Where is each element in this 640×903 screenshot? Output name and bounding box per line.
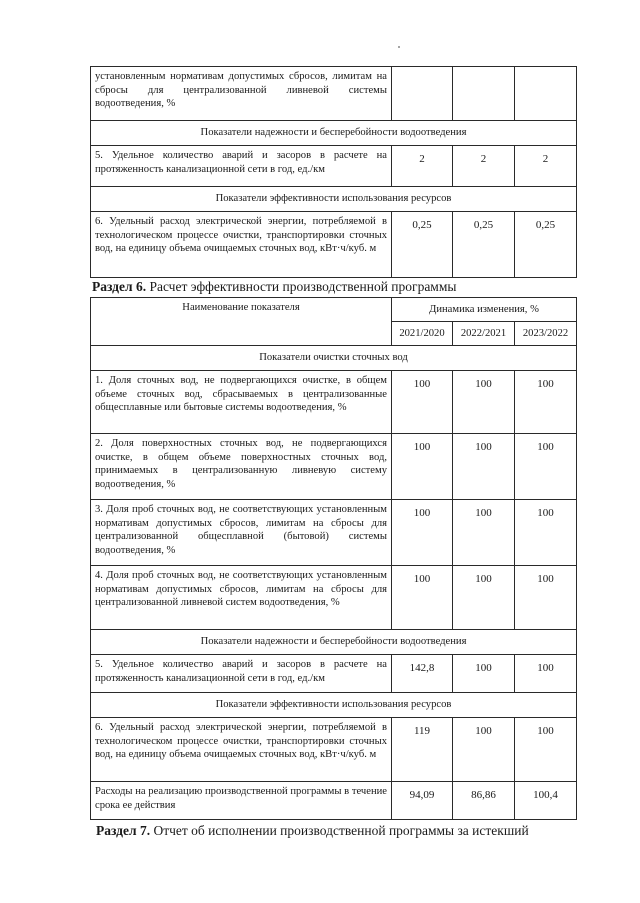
value-cell: 100 bbox=[453, 718, 515, 782]
header-indicator-name: Наименование показателя bbox=[91, 298, 392, 346]
section-row bbox=[91, 346, 577, 371]
table-row bbox=[91, 655, 577, 693]
section-row bbox=[91, 187, 577, 212]
table-row bbox=[91, 67, 577, 121]
table-row bbox=[91, 146, 577, 187]
value-cell bbox=[453, 67, 515, 121]
value-cell: 100 bbox=[453, 371, 515, 434]
table-row bbox=[91, 500, 577, 566]
section-title: Показатели надежности и бесперебойности водоотведения bbox=[91, 121, 577, 146]
section-title: Показатели очистки сточных вод bbox=[91, 346, 577, 371]
section-7-label: Раздел 7. bbox=[96, 823, 151, 838]
value-cell: 100 bbox=[392, 434, 453, 500]
table-row bbox=[91, 434, 577, 500]
value-cell: 100 bbox=[515, 655, 577, 693]
table-row bbox=[91, 718, 577, 782]
header-year: 2023/2022 bbox=[515, 322, 577, 346]
value-cell: 100 bbox=[515, 434, 577, 500]
value-cell: 100 bbox=[453, 566, 515, 630]
header-row bbox=[91, 298, 577, 322]
value-cell: 100 bbox=[453, 655, 515, 693]
section-7-title: Отчет об исполнении производственной программы за истекший bbox=[150, 823, 529, 838]
header-year: 2021/2020 bbox=[392, 322, 453, 346]
value-cell: 100 bbox=[453, 500, 515, 566]
value-cell: 2 bbox=[392, 146, 453, 187]
row-description: 2. Доля поверхностных сточных вод, не подвергающихся очистке, в общем объеме поверхностных сточных вод, принимаемых в централизованную ливневую систему водоотведения, % bbox=[91, 434, 392, 500]
indicators-table-continued bbox=[90, 66, 577, 278]
efficiency-table bbox=[90, 297, 577, 820]
row-description: 4. Доля проб сточных вод, не соответствующих установленным нормативам допустимых сбросов, лимитам на сбросы для централизованной ливневой систем водоотведения, % bbox=[91, 566, 392, 630]
value-cell: 100 bbox=[392, 566, 453, 630]
section-7-heading bbox=[96, 823, 529, 839]
section-title: Показатели надежности и бесперебойности водоотведения bbox=[91, 630, 577, 655]
value-cell: 100 bbox=[453, 434, 515, 500]
value-cell: 100 bbox=[392, 371, 453, 434]
row-description: установленным нормативам допустимых сбросов, лимитам на сбросы для централизованной ливневой системы водоотведения, % bbox=[91, 67, 392, 121]
value-cell: 0,25 bbox=[515, 212, 577, 278]
section-6-label: Раздел 6. bbox=[92, 279, 147, 294]
value-cell: 86,86 bbox=[453, 782, 515, 820]
value-cell: 119 bbox=[392, 718, 453, 782]
section-6-heading bbox=[92, 279, 456, 295]
table-row bbox=[91, 371, 577, 434]
row-description: 1. Доля сточных вод, не подвергающихся очистке, в общем объеме сточных вод, сбрасываемых в централизованные общесплавные или бытовые системы водоотведения, % bbox=[91, 371, 392, 434]
row-description: Расходы на реализацию производственной программы в течение срока ее действия bbox=[91, 782, 392, 820]
section-row bbox=[91, 693, 577, 718]
value-cell: 2 bbox=[453, 146, 515, 187]
scan-speck bbox=[398, 46, 400, 48]
value-cell: 100 bbox=[515, 371, 577, 434]
value-cell: 0,25 bbox=[453, 212, 515, 278]
value-cell: 100 bbox=[392, 500, 453, 566]
section-6-title: Расчет эффективности производственной программы bbox=[146, 279, 457, 294]
row-description: 6. Удельный расход электрической энергии, потребляемой в технологическом процессе очистки, транспортировки сточных вод, на единицу объема очищаемых сточных вод, кВт·ч/куб. м bbox=[91, 212, 392, 278]
value-cell: 100 bbox=[515, 500, 577, 566]
value-cell: 0,25 bbox=[392, 212, 453, 278]
row-description: 5. Удельное количество аварий и засоров в расчете на протяженность канализационной сети в год, ед./км bbox=[91, 655, 392, 693]
section-row bbox=[91, 630, 577, 655]
row-description: 5. Удельное количество аварий и засоров в расчете на протяженность канализационной сети в год, ед./км bbox=[91, 146, 392, 187]
value-cell: 142,8 bbox=[392, 655, 453, 693]
section-title: Показатели эффективности использования ресурсов bbox=[91, 693, 577, 718]
value-cell bbox=[392, 67, 453, 121]
table-row bbox=[91, 782, 577, 820]
value-cell: 2 bbox=[515, 146, 577, 187]
table-row bbox=[91, 212, 577, 278]
value-cell bbox=[515, 67, 577, 121]
table-row bbox=[91, 566, 577, 630]
header-year: 2022/2021 bbox=[453, 322, 515, 346]
value-cell: 100 bbox=[515, 566, 577, 630]
value-cell: 100,4 bbox=[515, 782, 577, 820]
row-description: 6. Удельный расход электрической энергии, потребляемой в технологическом процессе очистки, транспортировки сточных вод, на единицу объема очищаемых сточных вод, кВт·ч/куб. м bbox=[91, 718, 392, 782]
value-cell: 100 bbox=[515, 718, 577, 782]
section-row bbox=[91, 121, 577, 146]
section-title: Показатели эффективности использования ресурсов bbox=[91, 187, 577, 212]
header-dynamics: Динамика изменения, % bbox=[392, 298, 577, 322]
row-description: 3. Доля проб сточных вод, не соответствующих установленным нормативам допустимых сбросов, лимитам на сбросы для централизованной общесплавной (бытовой) системы водоотведения, % bbox=[91, 500, 392, 566]
value-cell: 94,09 bbox=[392, 782, 453, 820]
